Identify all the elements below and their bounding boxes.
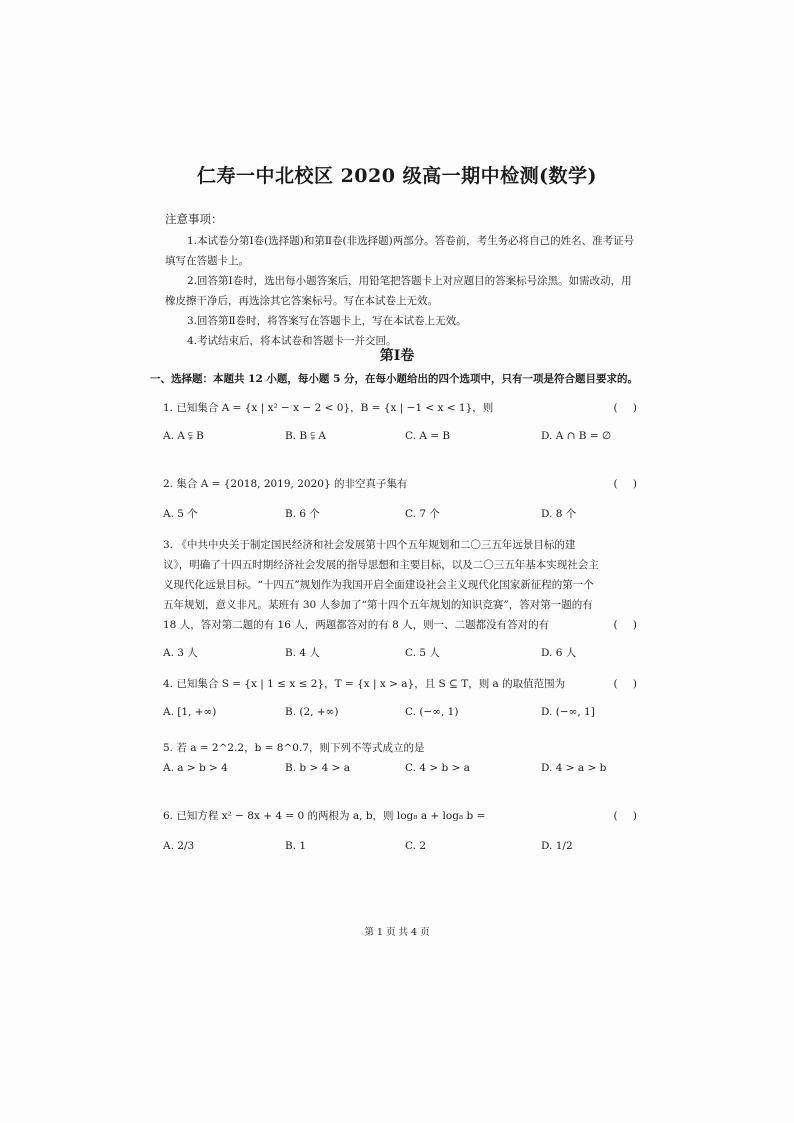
question-text: 6. 已知方程 x² − 8x + 4 = 0 的两根为 a, b，则 log₈ a + log₈ b = — [163, 810, 486, 822]
option-d: D. 4 > a > b — [541, 762, 607, 774]
option-b: B. (2, +∞) — [285, 706, 339, 718]
question-5 — [163, 738, 643, 786]
option-a: A. 2/3 — [163, 840, 195, 852]
section-heading: 一、选择题：本题共 12 小题，每小题 5 分，在每小题给出的四个选项中，只有一项是符合题目要求的。 — [150, 373, 639, 385]
options — [163, 506, 643, 530]
question-stem — [163, 535, 643, 635]
options — [163, 430, 643, 454]
question-1 — [163, 398, 643, 454]
option-a: A. 5 个 — [163, 508, 198, 520]
question-text: 1. 已知集合 A = {x | x² − x − 2 < 0}，B = {x | −1 < x < 1}，则 — [163, 402, 494, 414]
option-b: B. B ⫋ A — [285, 430, 326, 442]
notice-item: 3.回答第Ⅱ卷时，将答案写在答题卡上，写在本试卷上无效。 — [187, 315, 467, 327]
question-6 — [163, 806, 643, 864]
question-text: 3. 《中共中央关于制定国民经济和社会发展第十四个五年规划和二〇三五年远景目标的建议》，明确了十四五时期经济社会发展的指导思想和主要目标，以及二〇三五年基本实现社会主义现代化远景目标。“十四五”规划作为我国开启全面建设社会主义现代化国家新征程的第一个五年规划，意义非凡。某班有 30 人参加了“第十四个五年规划的知识竞赛”，答对第一题的有 18 人，答对第二题的有 16 人，两题都答对的有 8 人，则一、二题都没有答对的有 — [163, 539, 599, 631]
notice-heading: 注意事项： — [165, 212, 223, 226]
question-stem — [163, 806, 643, 826]
question-3 — [163, 535, 643, 669]
option-c: C. 2 — [405, 840, 427, 852]
option-b: B. 1 — [285, 840, 307, 852]
option-a: A. [1, +∞) — [163, 706, 217, 718]
option-c: C. (−∞, 1) — [405, 706, 459, 718]
page-footer: 第 1 页 共 4 页 — [364, 927, 430, 938]
options — [163, 645, 643, 669]
option-a: A. 3 人 — [163, 647, 198, 659]
question-stem — [163, 674, 643, 694]
option-c: C. A = B — [405, 430, 451, 442]
question-stem — [163, 474, 643, 494]
options — [163, 762, 643, 786]
options — [163, 706, 643, 730]
answer-paren: ( ) — [613, 402, 643, 414]
answer-paren: ( ) — [613, 619, 643, 631]
option-b: B. b > 4 > a — [285, 762, 350, 774]
question-4 — [163, 674, 643, 730]
option-d: D. A ∩ B = ∅ — [541, 430, 612, 442]
option-b: B. 4 人 — [285, 647, 320, 659]
option-c: C. 7 个 — [405, 508, 440, 520]
answer-paren: ( ) — [613, 810, 643, 822]
question-text: 5. 若 a = 2^2.2，b = 8^0.7，则下列不等式成立的是 — [163, 742, 425, 754]
option-d: D. (−∞, 1] — [541, 706, 595, 718]
question-2 — [163, 474, 643, 530]
notice-list — [165, 231, 637, 351]
answer-paren: ( ) — [613, 678, 643, 690]
volume-title: 第Ⅰ卷 — [379, 348, 415, 364]
question-stem — [163, 738, 643, 758]
exam-title: 仁寿一中北校区 2020 级高一期中检测(数学) — [196, 165, 598, 187]
question-text: 2. 集合 A = {2018, 2019, 2020} 的非空真子集有 — [163, 478, 408, 490]
option-c: C. 5 人 — [405, 647, 440, 659]
answer-paren: ( ) — [613, 478, 643, 490]
notice-item: 4.考试结束后，将本试卷和答题卡一并交回。 — [187, 335, 397, 347]
option-b: B. 6 个 — [285, 508, 320, 520]
option-d: D. 1/2 — [541, 840, 573, 852]
option-a: A. A ⫋ B — [163, 430, 204, 442]
question-stem — [163, 398, 643, 418]
option-c: C. 4 > b > a — [405, 762, 470, 774]
notice-item: 1.本试卷分第Ⅰ卷(选择题)和第Ⅱ卷(非选择题)两部分。答卷前，考生务必将自己的姓名、准考证号填写在答题卡上。 — [165, 235, 635, 267]
options — [163, 840, 643, 864]
option-d: D. 8 个 — [541, 508, 577, 520]
option-a: A. a > b > 4 — [163, 762, 228, 774]
option-d: D. 6 人 — [541, 647, 577, 659]
question-text: 4. 已知集合 S = {x | 1 ≤ x ≤ 2}，T = {x | x > a}，且 S ⊆ T，则 a 的取值范围为 — [163, 678, 566, 690]
notice-item: 2.回答第Ⅰ卷时，选出每小题答案后，用铅笔把答题卡上对应题目的答案标号涂黑。如需改动，用橡皮擦干净后，再选涂其它答案标号。写在本试卷上无效。 — [165, 275, 632, 307]
